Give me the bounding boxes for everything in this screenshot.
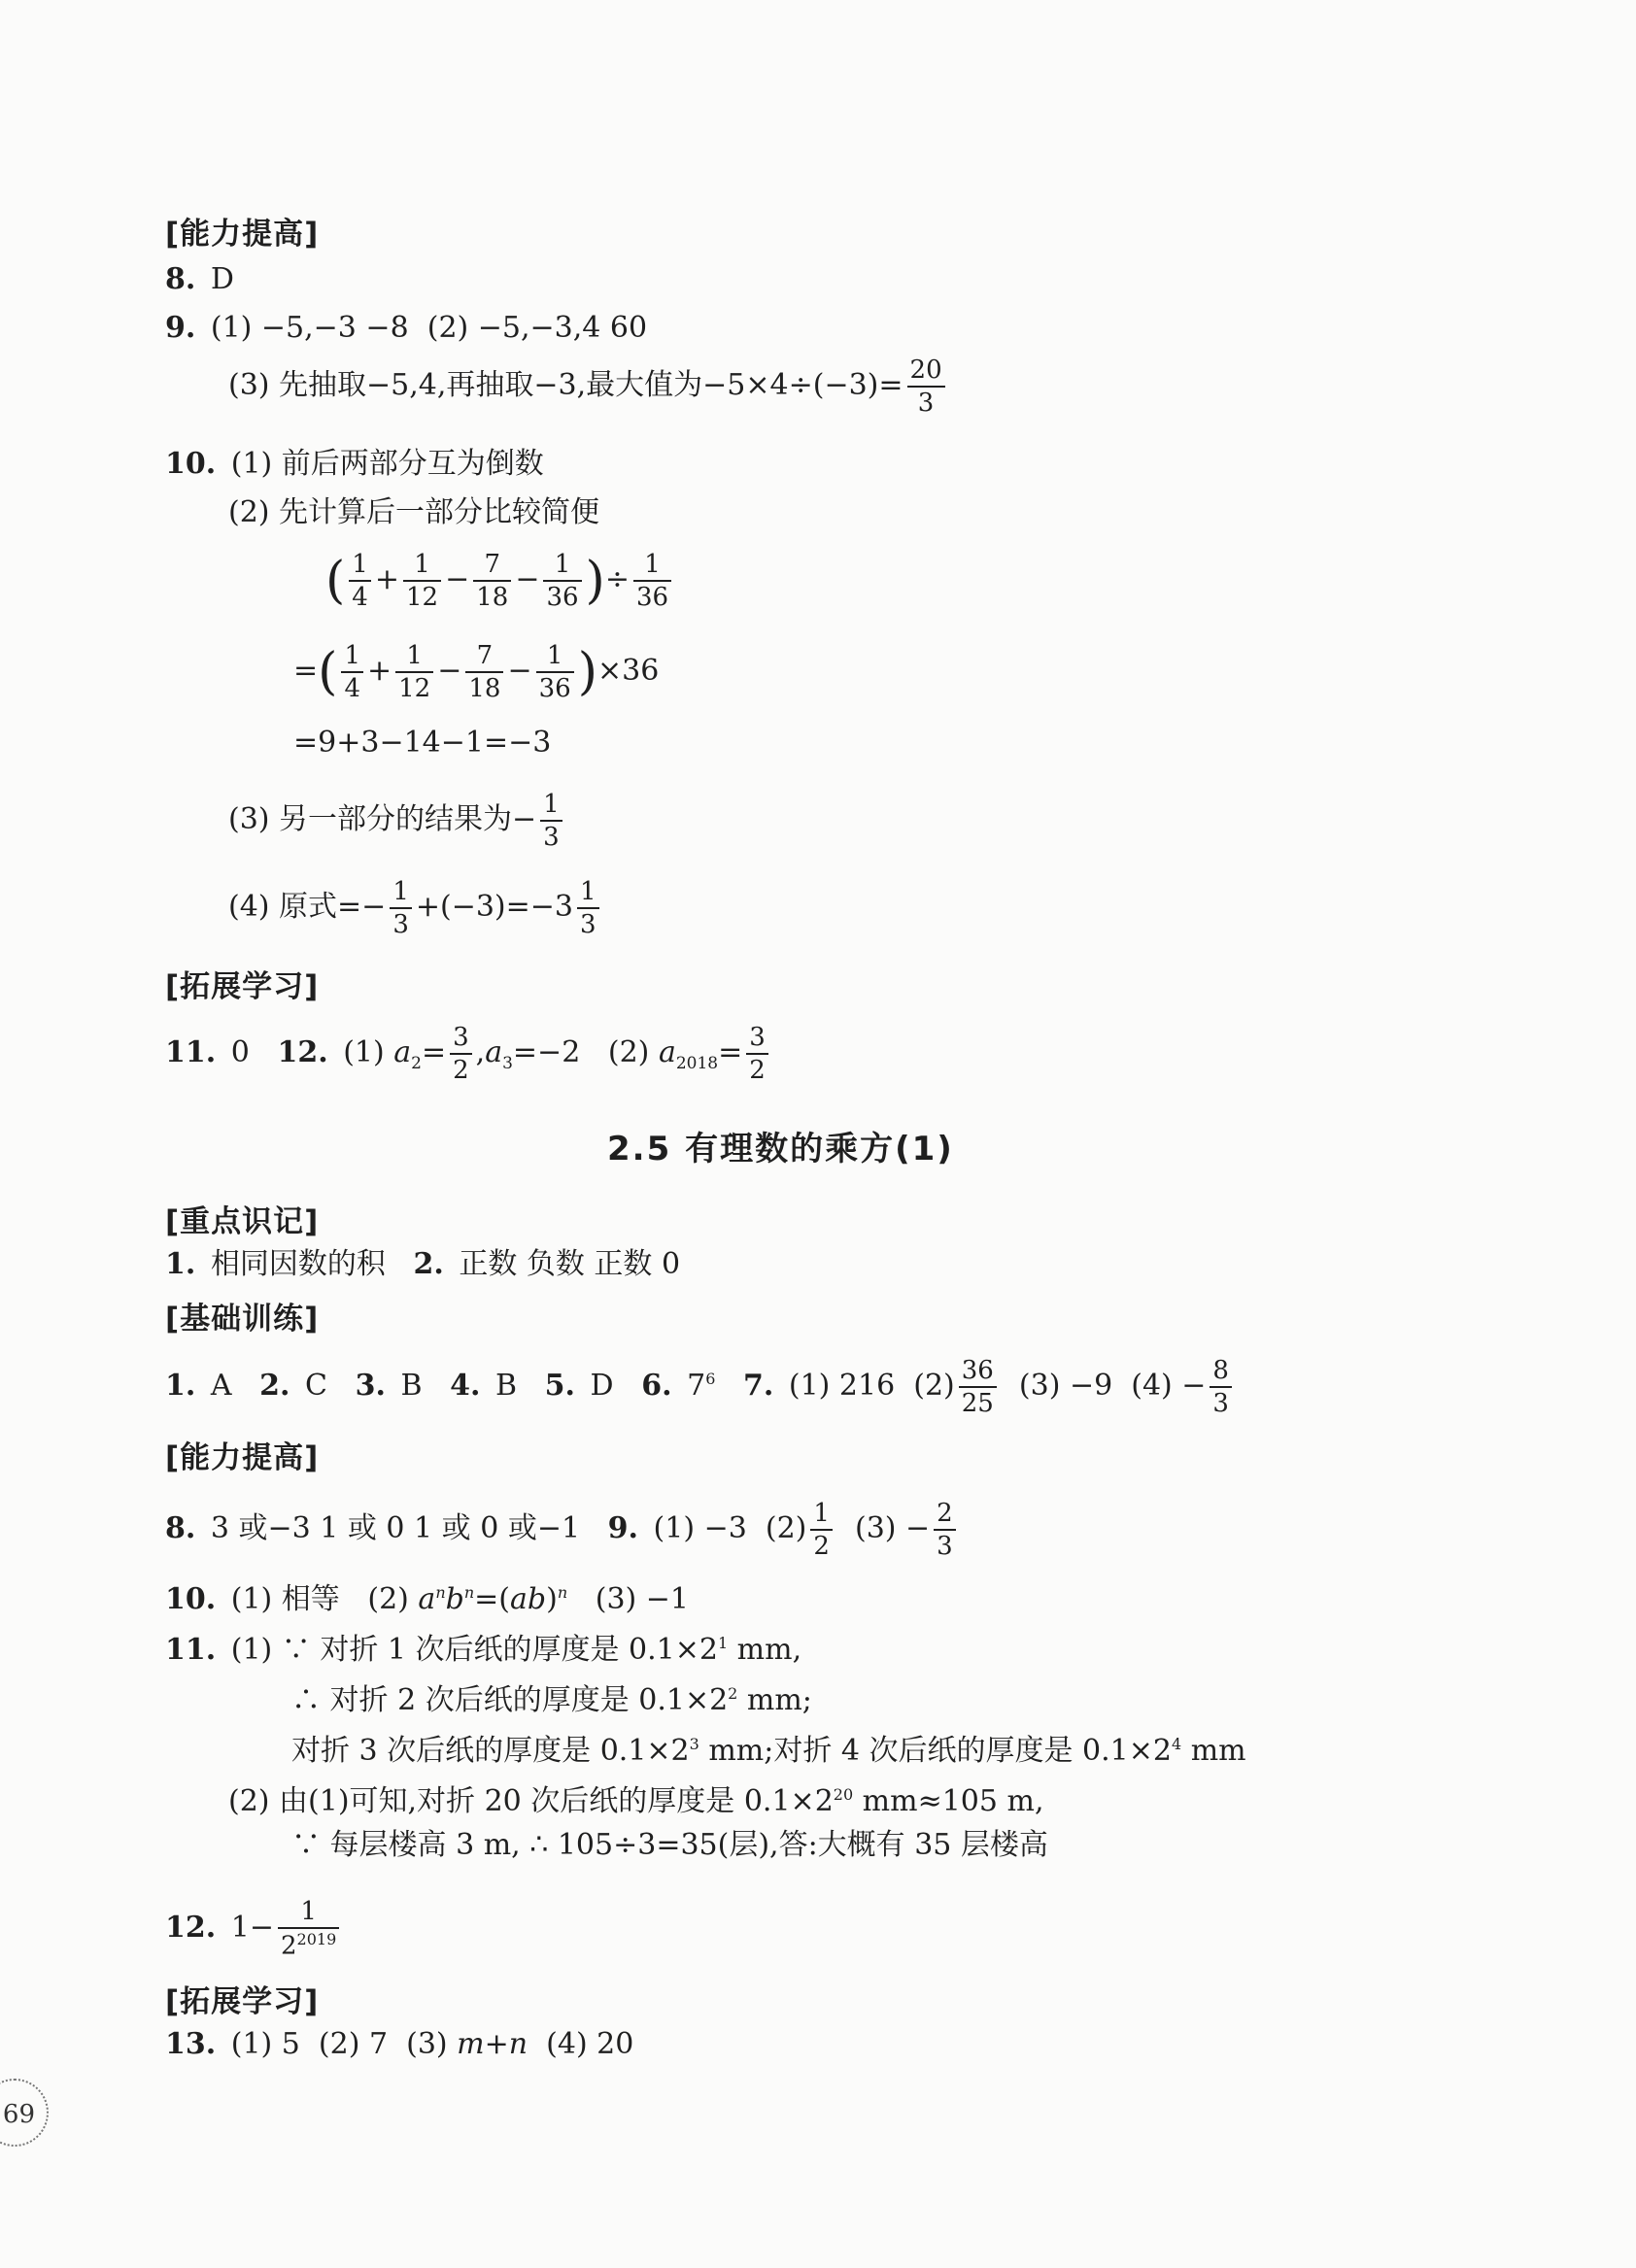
section-basic: [基础训练] [165, 1302, 320, 1337]
ability2-answer-11-line4: (2) 由(1)可知,对折 20 次后纸的厚度是 $0.1\times 2^{20}$ mm≈105 m, [228, 1784, 1044, 1818]
ability2-answer-11-line5: ∵ 每层楼高 3 m, ∴ 105÷3=35(层),答:大概有 35 层楼高 [291, 1828, 1048, 1862]
page-number: 69 [0, 2079, 49, 2147]
ability2-answers-8-9: 8. 3 或−3 1 或 0 1 或 0 或−1 9. (1) −3 (2) $\frac{1}{2}$ (3) − $\frac{2}{3}$ [165, 1501, 960, 1559]
ability2-answer-11-line1: 11. (1) ∵ 对折 1 次后纸的厚度是 $0.1\times 2^1$ mm, [165, 1633, 802, 1667]
key-answers: 1. 相同因数的积 2. 正数 负数 正数 0 [165, 1247, 681, 1281]
answer-10-line3: (3) 另一部分的结果为− $\frac{1}{3}$ [228, 792, 566, 850]
answer-9-line1: 9. (1) −5,−3 −8 (2) −5,−3,4 60 [165, 311, 648, 345]
answer-11-12: 11. 0 12. (1) $a_2=$ $\frac{3}{2}$ $,a_3=-2$ (2) $a_{2018}=$ $\frac{3}{2}$ [165, 1025, 772, 1083]
ability2-answer-11-line2: ∴ 对折 2 次后纸的厚度是 $0.1\times 2^2$ mm; [291, 1683, 812, 1717]
answer-10-expr2: =( $\frac{1}{4}$ + $\frac{1}{12}$ − $\frac{7}{18}$ − $\frac{1}{36}$ )×36 [293, 641, 660, 703]
ability2-answer-11-line3: 对折 3 次后纸的厚度是 $0.1\times 2^3$ mm;对折 4 次后纸的厚度是 $0.1\times 2^4$ mm [291, 1734, 1246, 1768]
answer-8: 8. D [165, 262, 234, 296]
answer-10-expr1: ( $\frac{1}{4}$ + $\frac{1}{12}$ − $\frac{7}{18}$ − $\frac{1}{36}$ )÷ $\frac{1}{36}$ [325, 552, 675, 610]
expand-answer-13: 13. (1) 5 (2) 7 (3) m+n (4) 20 [165, 2027, 634, 2061]
answer-10-line2: (2) 先计算后一部分比较简便 [228, 495, 600, 529]
answer-10-expr3: =9+3−14−1=−3 [293, 726, 552, 760]
section-title: 2.5 有理数的乘方(1) [607, 1130, 954, 1168]
ability2-answer-10: 10. (1) 相等 (2) $a^nb^n=(ab)^n$ (3) −1 [165, 1582, 689, 1616]
section-ability-2: [能力提高] [165, 1440, 320, 1475]
answer-9-line2: (3) 先抽取−5,4,再抽取−3,最大值为−5×4÷(−3)= $\frac{20}{3}$ [228, 357, 949, 416]
answer-10-line1: 10. (1) 前后两部分互为倒数 [165, 447, 544, 481]
section-ability-1: [能力提高] [165, 217, 320, 252]
basic-answers: 1. A 2. C 3. B 4. B 5. D 6. $7^6$ 7. (1) 216 (2) $\frac{36}{25}$ (3) −9 (4) − $\frac{8}{3}$ [165, 1358, 1236, 1416]
section-key-points: [重点识记] [165, 1204, 320, 1239]
section-expand-2: [拓展学习] [165, 1984, 320, 2019]
ability2-answer-12: 12. 1− $\frac{1}{2^{2019}}$ [165, 1899, 343, 1959]
section-expand-1: [拓展学习] [165, 969, 320, 1004]
answer-10-line4: (4) 原式=− $\frac{1}{3}$ +(−3)=−3 $\frac{1}{3}$ [228, 879, 603, 937]
